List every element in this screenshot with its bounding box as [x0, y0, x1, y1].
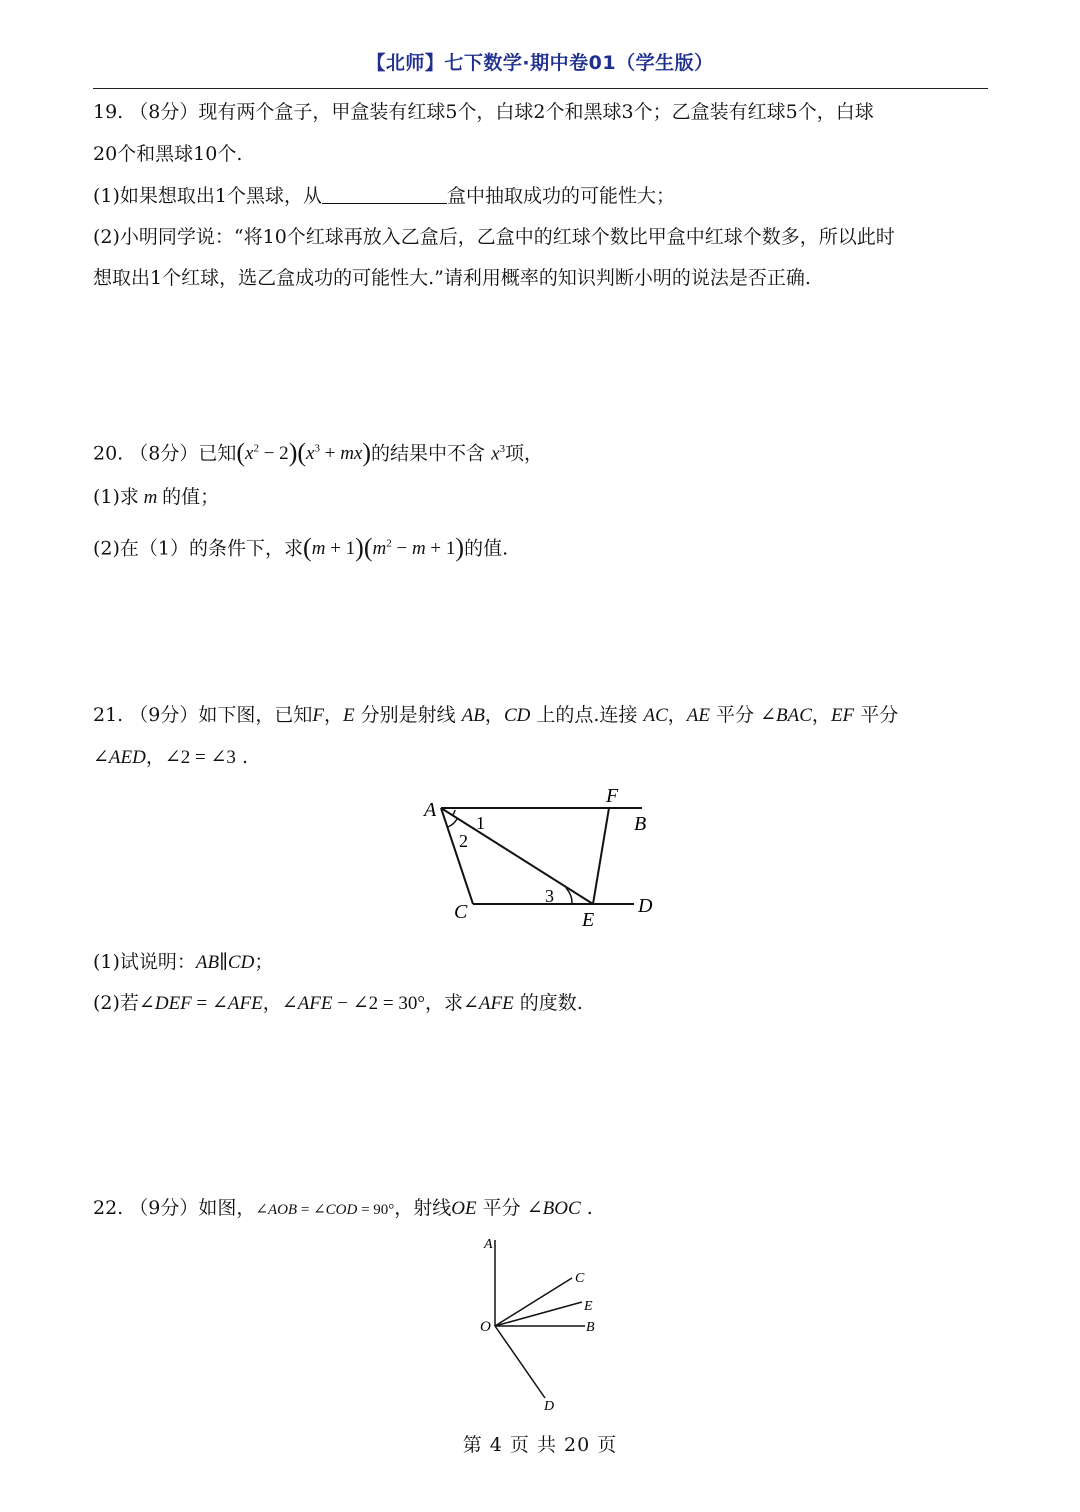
- page-header: 【北师】七下数学·期中卷01（学生版）: [366, 52, 714, 74]
- label-angle-1: 1: [476, 813, 485, 833]
- q21-part2-mid: ，求: [424, 992, 463, 1014]
- ray-oe: [495, 1302, 582, 1326]
- q20-expression: $(x^2 - 2)(x^3 + mx)$: [236, 438, 372, 468]
- label-B: B: [634, 813, 647, 835]
- q21-text-e: 平分: [860, 704, 899, 726]
- label-D: D: [544, 1399, 555, 1414]
- label-F: F: [606, 785, 619, 807]
- label-O: O: [480, 1319, 491, 1335]
- q21-stem-line2: ∠AED，∠2 = ∠3 .: [93, 746, 249, 768]
- q19-line1: 19. （8分）现有两个盒子，甲盒装有红球5个，白球2个和黑球3个；乙盒装有红球5个，白球: [93, 101, 874, 123]
- q19-line2: 20个和黑球10个.: [93, 143, 243, 165]
- q22-mid: ，射线: [394, 1197, 452, 1219]
- label-A: A: [424, 799, 437, 821]
- q22-figure: [470, 1230, 620, 1415]
- q21-stem-line1: 21. （9分）如下图，已知F，E 分别是射线 AB，CD 上的点.连接 AC，AE 平分 ∠BAC，EF 平分: [93, 704, 899, 726]
- q21-part1-pre: (1)试说明：: [93, 951, 196, 973]
- segment-ae: [441, 808, 593, 904]
- label-C: C: [575, 1271, 585, 1286]
- q21-part2-post: 的度数.: [519, 992, 583, 1014]
- q19-part1: [93, 184, 675, 208]
- q22-mid2: 平分: [482, 1197, 521, 1219]
- q20-stem-post2: 项，: [505, 442, 544, 465]
- answer-blank[interactable]: [322, 185, 447, 204]
- q21-text-c: 上的点.连接: [536, 704, 638, 726]
- q20-part1: (1)求 m 的值；: [93, 486, 220, 508]
- q20-stem-post: 的结果中不含: [371, 442, 486, 465]
- label-E: E: [582, 909, 595, 930]
- angle-2-arc: [448, 819, 457, 827]
- q19-part2-line2: 想取出1个红球，选乙盒成功的可能性大.”请利用概率的知识判断小明的说法是否正确.: [93, 267, 811, 289]
- angle-1-arc: [452, 810, 455, 816]
- label-angle-3: 3: [545, 886, 554, 906]
- q20-part2-pre: (2)在（1）的条件下，求: [93, 537, 304, 560]
- label-B: B: [586, 1320, 595, 1335]
- label-angle-2: 2: [459, 831, 468, 851]
- q21-part2-pre: (2)若: [93, 992, 139, 1014]
- q21-part2: (2)若∠DEF = ∠AFE，∠AFE − ∠2 = 30°，求∠AFE 的度数.: [93, 992, 583, 1014]
- header-rule: [93, 88, 988, 89]
- label-E: E: [584, 1299, 593, 1314]
- ray-oc: [495, 1278, 572, 1326]
- q19-part2-line1: (2)小明同学说：“将10个红球再放入乙盒后，乙盒中的红球个数比甲盒中红球个数多，所以此时: [93, 226, 895, 248]
- q20-stem: 20. （8分）已知$(x^2 - 2)(x^3 + mx)$的结果中不含 $x^3$项，: [93, 438, 544, 468]
- q22-pre: 22. （9分）如图，: [93, 1197, 256, 1219]
- label-D: D: [638, 895, 653, 917]
- q21-text-b: 分别是射线: [360, 704, 456, 726]
- q19-part1-post: 盒中抽取成功的可能性大；: [447, 185, 676, 207]
- ray-od: [495, 1326, 545, 1398]
- q21-figure: [410, 780, 680, 930]
- q20-part1-pre: (1)求: [93, 486, 139, 508]
- q21-text-d: 平分: [716, 704, 755, 726]
- segment-ac: [441, 808, 473, 904]
- q19-part1-pre: (1)如果想取出1个黑球，从: [93, 185, 323, 207]
- q20-part1-post: 的值；: [162, 486, 220, 508]
- segment-ef: [593, 808, 609, 904]
- q20-stem-pre: 20. （8分）已知: [93, 442, 237, 465]
- page-footer: 第 4 页 共 20 页: [462, 1434, 618, 1456]
- q20-part2: [93, 532, 508, 561]
- q22-stem: 22. （9分）如图，∠AOB = ∠COD = 90°，射线OE 平分 ∠BOC .: [93, 1197, 593, 1219]
- q21-text-a: 21. （9分）如下图，已知: [93, 704, 313, 726]
- label-A: A: [484, 1237, 493, 1252]
- label-C: C: [454, 901, 468, 923]
- q20-part2-expression: $(m + 1)(m^2 - m + 1)$: [303, 533, 465, 563]
- q20-part2-post: 的值.: [464, 537, 509, 560]
- q21-part1: (1)试说明：AB∥CD；: [93, 951, 274, 973]
